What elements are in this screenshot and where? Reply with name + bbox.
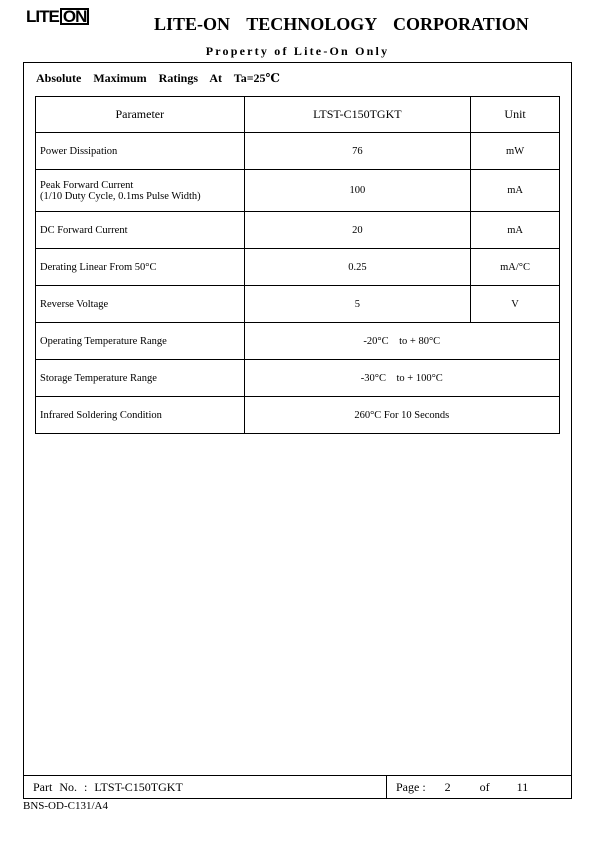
- row-unit: mA/°C: [471, 249, 560, 286]
- table-row: [36, 133, 560, 170]
- section-heading: Absolute Maximum Ratings At Ta=25℃: [36, 71, 280, 85]
- row-parameter: Infrared Soldering Condition: [36, 397, 245, 434]
- ratings-table: [35, 96, 560, 434]
- row-parameter: Derating Linear From 50°C: [36, 249, 245, 286]
- header-unit: Unit: [471, 97, 560, 133]
- row-value: -30°C to + 100°C: [244, 360, 559, 397]
- table-row: [36, 397, 560, 434]
- row-value: 76: [244, 133, 471, 170]
- table-row: [36, 286, 560, 323]
- row-unit: mW: [471, 133, 560, 170]
- row-value: 0.25: [244, 249, 471, 286]
- property-notice: Property of Lite-On Only: [205, 44, 390, 58]
- row-value: -20°C to + 80°C: [244, 323, 559, 360]
- row-value: 5: [244, 286, 471, 323]
- row-value: 100: [244, 170, 471, 212]
- page-total: 11: [516, 780, 529, 794]
- table-row: [36, 360, 560, 397]
- row-parameter: Reverse Voltage: [36, 286, 245, 323]
- row-unit: mA: [471, 170, 560, 212]
- page-label: Page :: [396, 780, 426, 794]
- document-number: BNS-OD-C131/A4: [23, 800, 108, 812]
- table-row: [36, 323, 560, 360]
- row-parameter: Storage Temperature Range: [36, 360, 245, 397]
- table-row: [36, 170, 560, 212]
- part-number: Part No. : LTST-C150TGKT: [33, 780, 183, 794]
- row-parameter: [36, 170, 245, 212]
- row-parameter-line2: (1/10 Duty Cycle, 0.1ms Pulse Width): [40, 190, 201, 202]
- row-value: 20: [244, 212, 471, 249]
- footer-separator: [386, 775, 387, 799]
- row-unit: mA: [471, 212, 560, 249]
- row-parameter: Power Dissipation: [36, 133, 245, 170]
- page-indicator: [396, 780, 528, 795]
- page-of: of: [479, 780, 490, 794]
- table-header-row: [36, 97, 560, 133]
- table-row: [36, 249, 560, 286]
- table-row: [36, 212, 560, 249]
- logo-text-on: ON: [60, 8, 90, 25]
- row-parameter: DC Forward Current: [36, 212, 245, 249]
- row-parameter: Operating Temperature Range: [36, 323, 245, 360]
- row-value: 260°C For 10 Seconds: [244, 397, 559, 434]
- row-parameter-line1: Peak Forward Current: [40, 179, 134, 191]
- page-current: 2: [444, 780, 451, 794]
- row-unit: V: [471, 286, 560, 323]
- header-part-number: LTST-C150TGKT: [244, 97, 471, 133]
- footer-divider: [23, 775, 572, 776]
- logo-text-lite: LITE: [26, 7, 59, 26]
- liteon-logo: [26, 8, 89, 26]
- header-parameter: Parameter: [36, 97, 245, 133]
- company-name: LITE-ON TECHNOLOGY CORPORATION: [154, 14, 529, 34]
